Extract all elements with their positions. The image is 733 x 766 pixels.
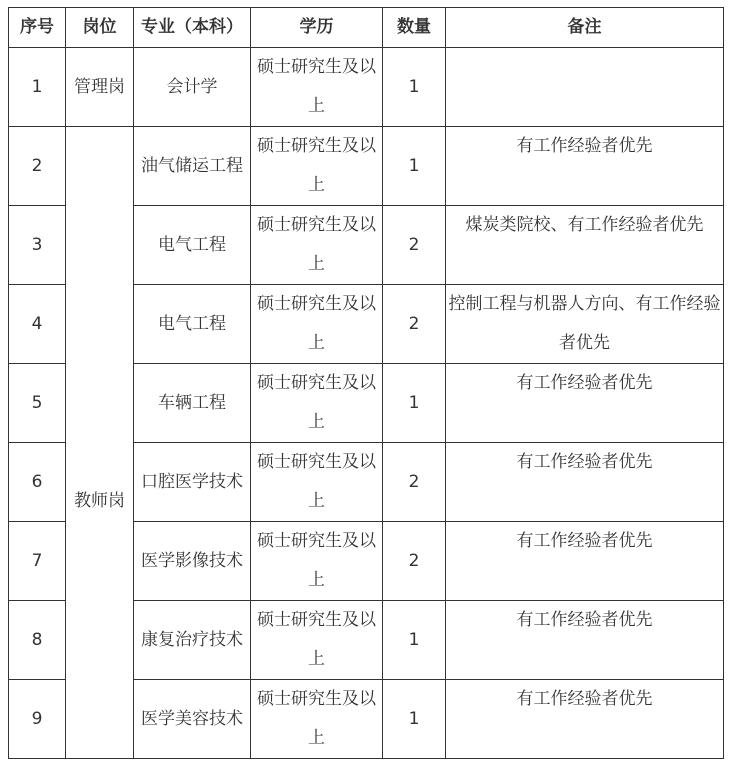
header-no: 序号: [9, 8, 66, 48]
cell-no: 4: [9, 285, 66, 364]
cell-post: 管理岗: [66, 48, 134, 127]
cell-education: [251, 127, 383, 206]
education-line: 上: [308, 333, 325, 353]
cell-count: 1: [383, 127, 446, 206]
header-education: 学历: [251, 8, 383, 48]
cell-no: 7: [9, 522, 66, 601]
table-row: [9, 48, 724, 127]
education-line: 硕士研究生及以: [257, 57, 376, 77]
education-line: 硕士研究生及以: [257, 294, 376, 314]
header-post: 岗位: [66, 8, 134, 48]
cell-education: [251, 285, 383, 364]
cell-count: 2: [383, 206, 446, 285]
header-note: 备注: [446, 8, 724, 48]
cell-no: 3: [9, 206, 66, 285]
cell-note: 有工作经验者优先: [446, 601, 724, 680]
cell-note: 有工作经验者优先: [446, 522, 724, 601]
cell-major: 电气工程: [134, 206, 251, 285]
education-line: 上: [308, 254, 325, 274]
cell-note: 有工作经验者优先: [446, 364, 724, 443]
cell-post-merged: 教师岗: [66, 127, 134, 759]
cell-major: 医学美容技术: [134, 680, 251, 759]
cell-note: 控制工程与机器人方向、有工作经验者优先: [446, 285, 724, 364]
education-line: 上: [308, 175, 325, 195]
cell-major: 油气储运工程: [134, 127, 251, 206]
cell-note: 有工作经验者优先: [446, 443, 724, 522]
header-major: 专业（本科）: [134, 8, 251, 48]
education-line: 上: [308, 96, 325, 116]
education-line: 上: [308, 412, 325, 432]
education-line: 硕士研究生及以: [257, 610, 376, 630]
cell-note: 有工作经验者优先: [446, 680, 724, 759]
cell-no: 2: [9, 127, 66, 206]
header-row: [9, 8, 724, 48]
cell-no: 1: [9, 48, 66, 127]
recruitment-table: [8, 7, 724, 759]
cell-no: 6: [9, 443, 66, 522]
cell-major: 医学影像技术: [134, 522, 251, 601]
header-count: 数量: [383, 8, 446, 48]
cell-count: 1: [383, 601, 446, 680]
cell-major: 会计学: [134, 48, 251, 127]
cell-count: 2: [383, 443, 446, 522]
cell-count: 1: [383, 364, 446, 443]
education-line: 硕士研究生及以: [257, 136, 376, 156]
education-line: 硕士研究生及以: [257, 531, 376, 551]
education-line: 上: [308, 649, 325, 669]
cell-count: 1: [383, 680, 446, 759]
cell-major: 车辆工程: [134, 364, 251, 443]
table-row: [9, 127, 724, 206]
education-line: 硕士研究生及以: [257, 452, 376, 472]
cell-major: 康复治疗技术: [134, 601, 251, 680]
cell-education: [251, 364, 383, 443]
cell-no: 5: [9, 364, 66, 443]
cell-count: 2: [383, 285, 446, 364]
cell-major: 电气工程: [134, 285, 251, 364]
cell-no: 8: [9, 601, 66, 680]
cell-education: [251, 206, 383, 285]
cell-education: [251, 522, 383, 601]
cell-education: [251, 680, 383, 759]
education-line: 上: [308, 491, 325, 511]
education-line: 硕士研究生及以: [257, 373, 376, 393]
cell-note: 有工作经验者优先: [446, 127, 724, 206]
education-line: 上: [308, 728, 325, 748]
education-line: 硕士研究生及以: [257, 689, 376, 709]
cell-education: [251, 601, 383, 680]
cell-education: [251, 443, 383, 522]
cell-major: 口腔医学技术: [134, 443, 251, 522]
cell-education: [251, 48, 383, 127]
cell-count: 2: [383, 522, 446, 601]
cell-note: 煤炭类院校、有工作经验者优先: [446, 206, 724, 285]
education-line: 上: [308, 570, 325, 590]
cell-count: 1: [383, 48, 446, 127]
cell-note: [446, 48, 724, 127]
cell-no: 9: [9, 680, 66, 759]
education-line: 硕士研究生及以: [257, 215, 376, 235]
